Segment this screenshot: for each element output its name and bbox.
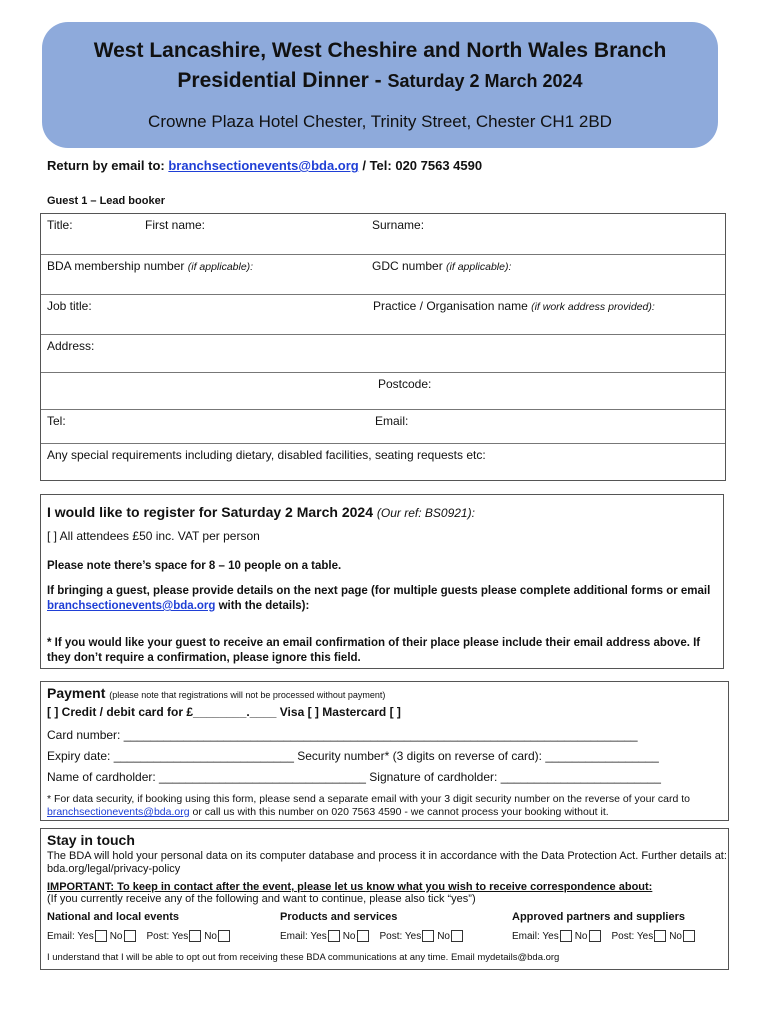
partners-email-no-checkbox[interactable]	[589, 930, 601, 942]
security-note: * For data security, if booking using this form, please send a separate email with your 3 digit security number on the reverse of your card to branchsectionevents@bda.org or call us with this number on 020 7563 4590 - we cannot process your booking without it.	[47, 793, 690, 818]
security-email-link[interactable]: branchsectionevents@bda.org	[47, 806, 190, 818]
attendee-option-checkbox[interactable]: [ ] All attendees £50 inc. VAT per person	[47, 529, 260, 543]
payment-heading: Payment (please note that registrations will not be processed without payment)	[47, 685, 386, 701]
address-row	[41, 334, 725, 372]
partners-suppliers-options: Email: Yes No Post: Yes No	[512, 930, 698, 942]
national-email-yes-checkbox[interactable]	[95, 930, 107, 942]
cardholder-signature-field[interactable]: Name of cardholder: _______________________________ Signature of cardholder: ________________________	[47, 770, 661, 784]
bda-membership-field[interactable]: BDA membership number (if applicable):	[47, 259, 254, 273]
column-partners-suppliers: Approved partners and suppliers	[512, 911, 685, 923]
job-row	[41, 294, 725, 334]
confirmation-note: * If you would like your guest to receive an email confirmation of their place please include their email address above. If they don’t require a confirmation, please ignore this field.	[47, 637, 701, 664]
membership-row	[41, 254, 725, 294]
guest-form-table	[40, 213, 726, 481]
national-post-yes-checkbox[interactable]	[189, 930, 201, 942]
card-number-field[interactable]: Card number: _____________________________________________________________________________	[47, 728, 638, 742]
national-email-no-checkbox[interactable]	[124, 930, 136, 942]
return-email-link[interactable]: branchsectionevents@bda.org	[168, 158, 359, 173]
products-email-no-checkbox[interactable]	[357, 930, 369, 942]
branch-title: West Lancashire, West Cheshire and North Wales Branch	[93, 39, 667, 62]
tel-field[interactable]: Tel:	[47, 414, 66, 428]
event-date: Saturday 2 March 2024	[387, 71, 583, 91]
table-note: Please note there’s space for 8 – 10 people on a table.	[47, 560, 342, 572]
stay-heading: Stay in touch	[47, 832, 135, 848]
registration-box	[40, 494, 724, 669]
products-post-no-checkbox[interactable]	[451, 930, 463, 942]
card-type-line[interactable]: [ ] Credit / debit card for £________.____ Visa [ ] Mastercard [ ]	[47, 705, 401, 719]
opt-out-note: I understand that I will be able to opt out from receiving these BDA communications at any time. Email mydetails@bda.org	[47, 952, 560, 963]
partners-email-yes-checkbox[interactable]	[560, 930, 572, 942]
event-title: Presidential Dinner - Saturday 2 March 2024	[177, 69, 583, 92]
national-events-options: Email: Yes No Post: Yes No	[47, 930, 233, 942]
name-row	[41, 214, 725, 254]
important-note: IMPORTANT: To keep in contact after the event, please let us know what you wish to receive correspondence about:	[47, 881, 653, 893]
postcode-row	[41, 372, 725, 409]
stay-in-touch-box	[40, 828, 729, 970]
registration-heading: I would like to register for Saturday 2 March 2024 (Our ref: BS0921):	[47, 504, 475, 520]
address-field[interactable]: Address:	[47, 339, 95, 353]
partners-post-no-checkbox[interactable]	[683, 930, 695, 942]
guest-heading: Guest 1 – Lead booker	[47, 195, 165, 207]
first-name-field[interactable]: First name:	[145, 218, 206, 232]
special-requirements-row	[41, 443, 725, 480]
products-email-yes-checkbox[interactable]	[328, 930, 340, 942]
column-products-services: Products and services	[280, 911, 398, 923]
venue: Crowne Plaza Hotel Chester, Trinity Street, Chester CH1 2BD	[148, 112, 612, 131]
guest-email-link[interactable]: branchsectionevents@bda.org	[47, 600, 216, 612]
data-protection-text: The BDA will hold your personal data on its computer database and process it in accordance with the Data Protection Act. Further details at: bda.org/legal/privacy-policy	[47, 850, 727, 875]
national-post-no-checkbox[interactable]	[218, 930, 230, 942]
postcode-field[interactable]: Postcode:	[378, 377, 432, 391]
gdc-number-field[interactable]: GDC number (if applicable):	[372, 259, 512, 273]
expiry-security-field[interactable]: Expiry date: ___________________________ Security number* (3 digits on reverse of card): _________________	[47, 749, 659, 763]
job-title-field[interactable]: Job title:	[47, 299, 92, 313]
surname-field[interactable]: Surname:	[372, 218, 425, 232]
contact-row	[41, 409, 725, 443]
practice-field[interactable]: Practice / Organisation name (if work address provided):	[373, 299, 655, 313]
column-national-events: National and local events	[47, 911, 180, 923]
important-subnote: (If you currently receive any of the following and want to continue, please also tick “yes”)	[47, 893, 476, 905]
products-services-options: Email: Yes No Post: Yes No	[280, 930, 466, 942]
guest-details-note: If bringing a guest, please provide details on the next page (for multiple guests please complete additional forms or email branchsectionevents@bda.org with the details):	[47, 585, 711, 612]
products-post-yes-checkbox[interactable]	[422, 930, 434, 942]
payment-box	[40, 681, 729, 821]
title-field[interactable]: Title:	[47, 218, 73, 232]
event-header	[42, 22, 718, 148]
return-info: Return by email to: branchsectionevents@bda.org / Tel: 020 7563 4590	[47, 158, 483, 173]
email-field[interactable]: Email:	[375, 414, 409, 428]
partners-post-yes-checkbox[interactable]	[654, 930, 666, 942]
special-requirements-field[interactable]: Any special requirements including dietary, disabled facilities, seating requests etc:	[47, 448, 486, 462]
